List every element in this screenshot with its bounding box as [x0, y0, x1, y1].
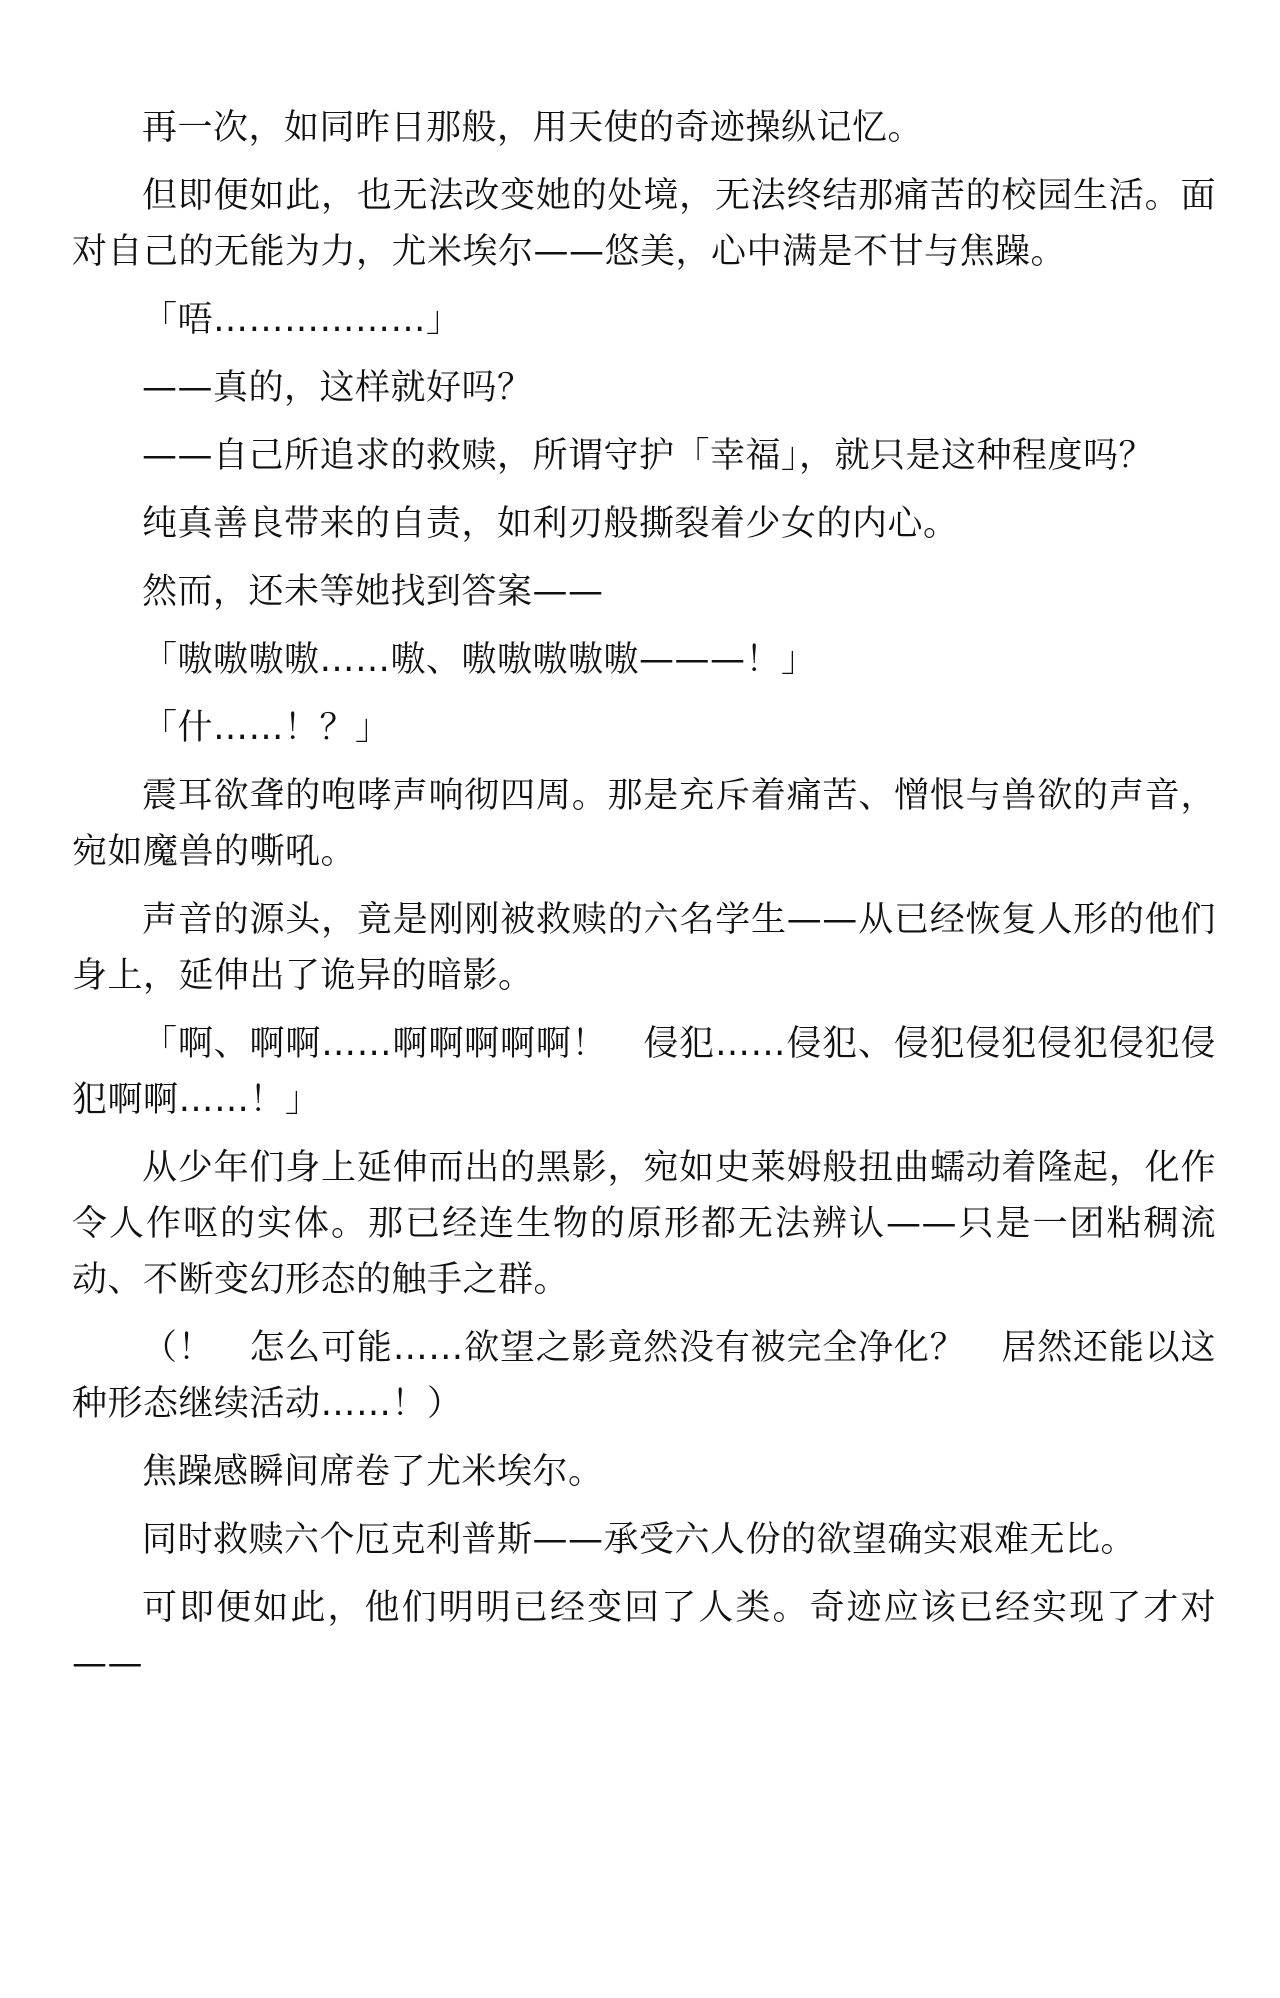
page-body [72, 100, 1216, 1704]
paragraph: 可即便如此，他们明明已经变回了人类。奇迹应该已经实现了才对—— [72, 1588, 1216, 1684]
dialogue-line: 「什……！？」 [142, 708, 391, 748]
paragraph: 焦躁感瞬间席卷了尤米埃尔。 [142, 1452, 604, 1492]
paragraph: 同时救赎六个厄克利普斯——承受六人份的欲望确实艰难无比。 [142, 1520, 1137, 1560]
paragraph: 然而，还未等她找到答案—— [142, 572, 604, 612]
dialogue-line: 「啊、啊啊……啊啊啊啊啊！ 侵犯……侵犯、侵犯侵犯侵犯侵犯侵犯啊啊……！」 [72, 1024, 1216, 1120]
paragraph: 从少年们身上延伸而出的黑影，宛如史莱姆般扭曲蠕动着隆起，化作令人作呕的实体。那已经连生物的原形都无法辨认——只是一团粘稠流动、不断变幻形态的触手之群。 [72, 1148, 1216, 1300]
dialogue-line: 「嗷嗷嗷嗷……嗷、嗷嗷嗷嗷嗷———！」 [142, 640, 817, 680]
paragraph: 再一次，如同昨日那般，用天使的奇迹操纵记忆。 [142, 108, 924, 148]
paragraph: 震耳欲聋的咆哮声响彻四周。那是充斥着痛苦、憎恨与兽欲的声音，宛如魔兽的嘶吼。 [72, 776, 1216, 872]
paragraph: 纯真善良带来的自责，如利刃般撕裂着少女的内心。 [142, 504, 959, 544]
paragraph: ——真的，这样就好吗？ [142, 368, 533, 408]
dialogue-line: 「唔………………」 [142, 300, 462, 340]
paragraph: ——自己所追求的救赎，所谓守护「幸福」，就只是这种程度吗？ [142, 436, 1155, 476]
inner-thought-line: （！ 怎么可能……欲望之影竟然没有被完全净化？ 居然还能以这种形态继续活动……！） [72, 1328, 1216, 1424]
paragraph: 但即便如此，也无法改变她的处境，无法终结那痛苦的校园生活。面对自己的无能为力，尤米埃尔——悠美，心中满是不甘与焦躁。 [72, 176, 1216, 272]
paragraph: 声音的源头，竟是刚刚被救赎的六名学生——从已经恢复人形的他们身上，延伸出了诡异的暗影。 [72, 900, 1216, 996]
